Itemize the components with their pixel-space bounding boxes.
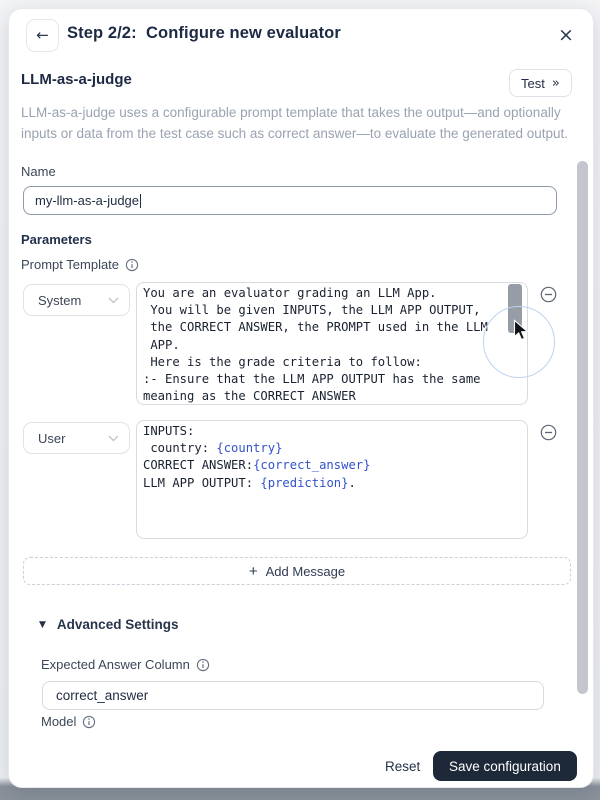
minus-circle-icon: [540, 286, 557, 303]
remove-message-button-user[interactable]: [540, 424, 557, 441]
advanced-settings-toggle[interactable]: [39, 617, 178, 632]
info-icon[interactable]: [82, 715, 96, 729]
chevron-down-icon: [108, 435, 119, 442]
double-chevron-right-icon: »: [551, 75, 560, 91]
expected-answer-input[interactable]: [42, 681, 544, 710]
remove-message-button-system[interactable]: [540, 286, 557, 303]
test-button-label: Test: [521, 75, 545, 91]
back-button[interactable]: [26, 19, 59, 52]
prompt-template-row: [21, 257, 139, 272]
prompt-line: INPUTS:: [143, 424, 195, 438]
info-icon[interactable]: [125, 258, 139, 272]
save-configuration-label: Save configuration: [449, 758, 561, 774]
model-label: Model: [41, 714, 77, 729]
prompt-line: You will be given INPUTS, the LLM APP OUTPUT,: [143, 303, 481, 318]
reset-button[interactable]: Reset: [385, 758, 421, 774]
expected-answer-row: [41, 657, 210, 672]
template-variable: {country}: [216, 441, 283, 456]
add-message-button[interactable]: [23, 557, 571, 585]
close-button[interactable]: [553, 22, 579, 48]
role-select-value: System: [38, 292, 82, 308]
name-input[interactable]: [23, 186, 557, 215]
text-caret: [140, 194, 141, 208]
name-label: Name: [21, 164, 56, 179]
triangle-down-icon: ▼: [39, 619, 46, 630]
model-row: [41, 714, 96, 729]
dialog-scrollbar-thumb[interactable]: [577, 161, 588, 694]
prompt-line: Here is the grade criteria to follow:: [143, 354, 422, 369]
dialog-title: Step 2/2: Configure new evaluator: [67, 24, 341, 42]
role-select-value: User: [38, 430, 66, 446]
prompt-line: :- Ensure that the LLM APP OUTPUT has the same: [143, 372, 481, 387]
template-variable: {correct_answer}: [253, 458, 371, 473]
prompt-line: APP.: [143, 337, 180, 352]
configure-evaluator-dialog: [8, 8, 594, 788]
prompt-line: meaning as the CORRECT ANSWER: [143, 389, 356, 404]
name-input-value: my-llm-as-a-judge: [35, 193, 140, 208]
evaluator-description: LLM-as-a-judge uses a configurable prompt template that takes the output—and optionally inputs or data from the test case such as correct answer—to evaluate the generated output.: [21, 105, 569, 141]
textarea-scrollbar-thumb[interactable]: [508, 284, 522, 333]
prompt-line: the CORRECT ANSWER, the PROMPT used in the LLM: [143, 320, 488, 335]
add-message-label: Add Message: [265, 563, 346, 579]
expected-answer-label: Expected Answer Column: [41, 657, 190, 672]
prompt-line: LLM APP OUTPUT: {prediction}.: [143, 475, 356, 490]
prompt-line: country: {country}: [143, 441, 283, 456]
prompt-line: CORRECT ANSWER:{correct_answer}: [143, 458, 371, 473]
info-icon[interactable]: [196, 658, 210, 672]
minus-circle-icon: [540, 424, 557, 441]
arrow-left-icon: ←: [36, 26, 49, 44]
evaluator-type-heading: LLM-as-a-judge: [21, 71, 132, 88]
chevron-down-icon: [108, 297, 119, 304]
test-button[interactable]: [509, 69, 572, 97]
prompt-template-label: Prompt Template: [21, 257, 120, 272]
message-role-select-system[interactable]: [23, 284, 130, 316]
system-prompt-textarea[interactable]: [136, 282, 528, 405]
advanced-settings-label: Advanced Settings: [56, 617, 179, 632]
parameters-heading: Parameters: [21, 232, 92, 247]
template-variable: {prediction}: [260, 475, 349, 490]
close-icon: ×: [558, 24, 574, 46]
plus-icon: +: [248, 562, 258, 580]
prompt-line: You are an evaluator grading an LLM App.: [143, 286, 437, 300]
user-prompt-textarea[interactable]: [136, 420, 528, 539]
expected-answer-value: correct_answer: [56, 688, 149, 703]
message-role-select-user[interactable]: [23, 422, 130, 454]
save-configuration-button[interactable]: [433, 751, 577, 781]
